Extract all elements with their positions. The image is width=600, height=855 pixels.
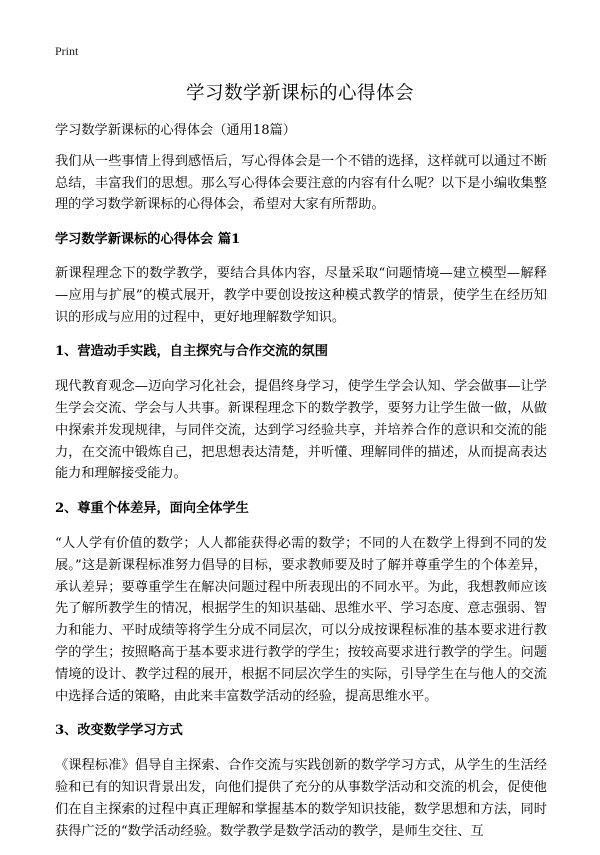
paragraph: 现代教育观念—迈向学习化社会，提倡终身学习，使学生学会认知、学会做事—让学生学会交流、学会与人共事。新课程理念下的数学教学，要努力让学生做一做，从做中探索并发现规律，与同伴交流，达到学习经验共享，并培养合作的意识和交流的能力，在交流中锻炼自己，把思想表达清楚，并听懂、理解同伴的描述，从而提高表达能力和理解接受能力。 bbox=[55, 379, 547, 482]
article-heading: 学习数学新课标的心得体会 篇1 bbox=[55, 232, 241, 248]
document-subtitle: 学习数学新课标的心得体会（通用18篇） bbox=[55, 123, 296, 138]
section-heading: 1、营造动手实践，自主探究与合作交流的氛围 bbox=[55, 344, 328, 360]
document-title: 学习数学新课标的心得体会 bbox=[185, 83, 414, 104]
section-heading: 3、改变数学学习方式 bbox=[55, 723, 183, 739]
section-heading: 2、尊重个体差异，面向全体学生 bbox=[55, 501, 249, 517]
paragraph: 《课程标准》倡导自主探索、合作交流与实践创新的数学学习方式，从学生的生活经验和已有的知识背景出发，向他们提供了充分的从事数学活动和交流的机会，促使他们在自主探索的过程中真正理解和掌握基本的数学知识技能，数学思想和方法，同时获得广泛的“数学活动经验。数学教学是数学活动的教学，是师生交往、互 bbox=[55, 758, 547, 839]
document-body bbox=[55, 120, 547, 855]
paragraph: 新课程理念下的数学教学，要结合具体内容，尽量采取“问题情境—建立模型—解释—应用与扩展”的模式展开，教学中要创设按这种模式教学的情景，使学生在经历知识的形成与应用的过程中，更好地理解数学知识。 bbox=[55, 265, 547, 325]
print-label: Print bbox=[55, 44, 79, 58]
paragraph: “人人学有价值的数学；人人都能获得必需的数学；不同的人在数学上得到不同的发展。”这是新课程标准努力倡导的目标，要求教师要及时了解并尊重学生的个体差异，承认差异；要尊重学生在解决问题过程中所表现出的不同水平。为此，我想教师应该先了解所教学生的情况，根据学生的知识基础、思维水平、学习态度、意志强弱、智力和能力、平时成绩等将学生分成不同层次，可以分成按课程标准的基本要求进行教学的学生；按照略高于基本要求进行教学的学生；按较高要求进行教学的学生。问题情境的设计、教学过程的展开，根据不同层次学生的实际，引导学生在与他人的交流中选择合适的策略，由此来丰富数学活动的经验，提高思维水平。 bbox=[55, 535, 547, 704]
intro-paragraph: 我们从一些事情上得到感悟后，写心得体会是一个不错的选择，这样就可以通过不断总结，丰富我们的思想。那么写心得体会要注意的内容有什么呢？以下是小编收集整理的学习数学新课标的心得体会，希望对大家有所帮助。 bbox=[55, 153, 547, 213]
